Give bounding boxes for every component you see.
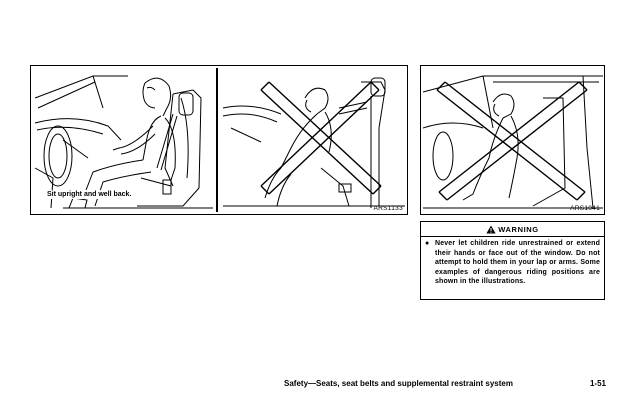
warning-item-text: Never let children ride unrestrained or extend their hands or face out of the window. Do not attempt to hold them in your lap or arms. Some examples of dangerous riding positions are shown in the illustrations.: [435, 240, 600, 285]
figure-ars1133: [30, 65, 408, 215]
warning-item: [425, 239, 600, 287]
bullet-icon: ●: [425, 240, 430, 247]
illustration-child-window: [423, 68, 603, 212]
footer-section-title: Safety—Seats, seat belts and supplemental restraint system: [284, 379, 513, 388]
figure-ars1041: [420, 65, 605, 215]
warning-triangle-icon: [486, 225, 496, 234]
page-footer: [284, 379, 606, 388]
warning-title: WARNING: [498, 224, 539, 234]
illustration-unsafe-position: [221, 68, 405, 212]
figure-caption-ars1133: ARS1133: [373, 205, 403, 212]
warning-box: [420, 221, 605, 300]
panel-divider: [216, 68, 218, 212]
figure-caption-ars1041: ARS1041: [570, 205, 600, 212]
page-number: 1-51: [589, 379, 606, 388]
warning-header: [421, 222, 604, 237]
panel-label-sit-upright: Sit upright and well back.: [47, 191, 132, 198]
